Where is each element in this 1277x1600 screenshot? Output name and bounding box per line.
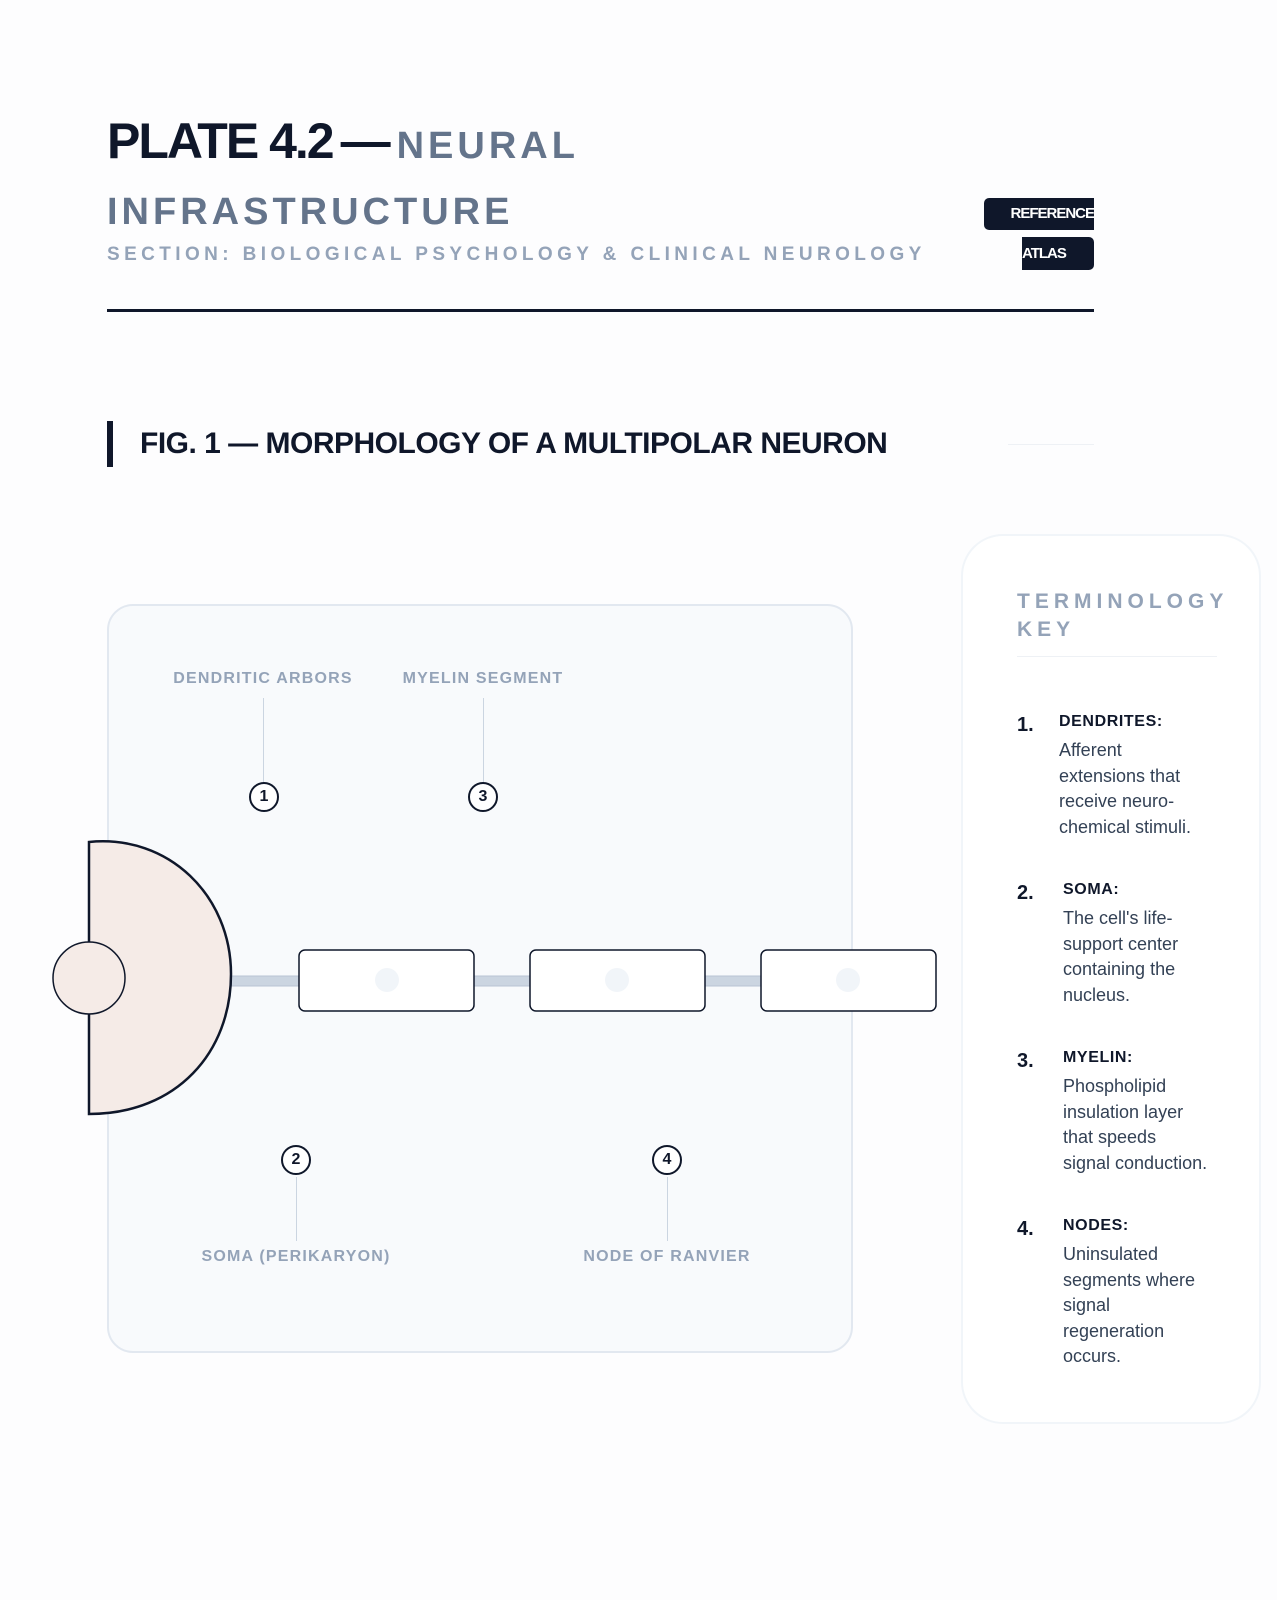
header-rule [107, 309, 1094, 312]
schwann-cell-nucleus [605, 968, 629, 992]
callout-dendritic-arbors: DENDRITIC ARBORS [173, 670, 353, 687]
marker-3: 3 [468, 782, 498, 812]
plate-title-part1: NEURAL [396, 125, 579, 167]
leader-line-2 [296, 1177, 297, 1241]
key-item-term: DENDRITES: [1059, 713, 1163, 730]
nucleus [53, 942, 125, 1014]
leader-line-1 [263, 698, 264, 782]
callout-myelin-segment: MYELIN SEGMENT [402, 670, 564, 687]
key-item [1017, 1214, 1257, 1370]
key-item-definition: Phospholipid insulation layer that speeds signal conduction. [1063, 1076, 1208, 1173]
key-item [1017, 1046, 1257, 1176]
key-item-number: 3. [1017, 1050, 1034, 1072]
callout-soma: SOMA (PERIKARYON) [201, 1248, 391, 1265]
plate-title-line1 [107, 108, 1094, 187]
key-item [1017, 878, 1257, 1008]
marker-4: 4 [652, 1145, 682, 1175]
plate-header [107, 108, 1094, 237]
figure-title-rule [1008, 444, 1094, 445]
section-subtitle: SECTION: BIOLOGICAL PSYCHOLOGY & CLINICAL NEUROLOGY [107, 244, 926, 265]
reference-badge-line1: REFERENCE [984, 198, 1094, 230]
key-item-term: SOMA: [1063, 881, 1120, 898]
terminology-key-card [961, 534, 1261, 1424]
plate-number: PLATE 4.2 [107, 113, 333, 169]
reference-badge-line2: ATLAS [1022, 237, 1094, 270]
leader-line-3 [483, 698, 484, 782]
key-item-term: MYELIN: [1063, 1049, 1133, 1066]
key-title: TERMINOLOGY KEY [1017, 590, 1228, 641]
key-item-definition: Uninsulated segments where signal regeneration occurs. [1063, 1244, 1196, 1366]
plate-title-part2: INFRASTRUCTURE [107, 191, 514, 233]
neuron-diagram [109, 606, 855, 1355]
key-item [1017, 710, 1257, 840]
title-dash: — [340, 113, 391, 169]
key-item-number: 1. [1017, 714, 1034, 736]
key-divider [1017, 656, 1217, 657]
neuron-diagram-panel [107, 604, 853, 1353]
figure-title: FIG. 1 — MORPHOLOGY OF A MULTIPOLAR NEURON [140, 427, 888, 460]
schwann-cell-nucleus [375, 968, 399, 992]
callout-node-of-ranvier: NODE OF RANVIER [583, 1248, 751, 1265]
key-item-number: 4. [1017, 1218, 1034, 1240]
key-item-number: 2. [1017, 882, 1034, 904]
key-item-term: NODES: [1063, 1217, 1129, 1234]
marker-2: 2 [281, 1145, 311, 1175]
key-item-definition: The cell's life-support center containing the nucleus. [1063, 908, 1179, 1005]
figure-title-accent-bar [107, 421, 113, 467]
key-item-definition: Afferent extensions that receive neuro-chemical stimuli. [1059, 740, 1192, 837]
leader-line-4 [667, 1177, 668, 1241]
schwann-cell-nucleus [836, 968, 860, 992]
marker-1: 1 [249, 782, 279, 812]
